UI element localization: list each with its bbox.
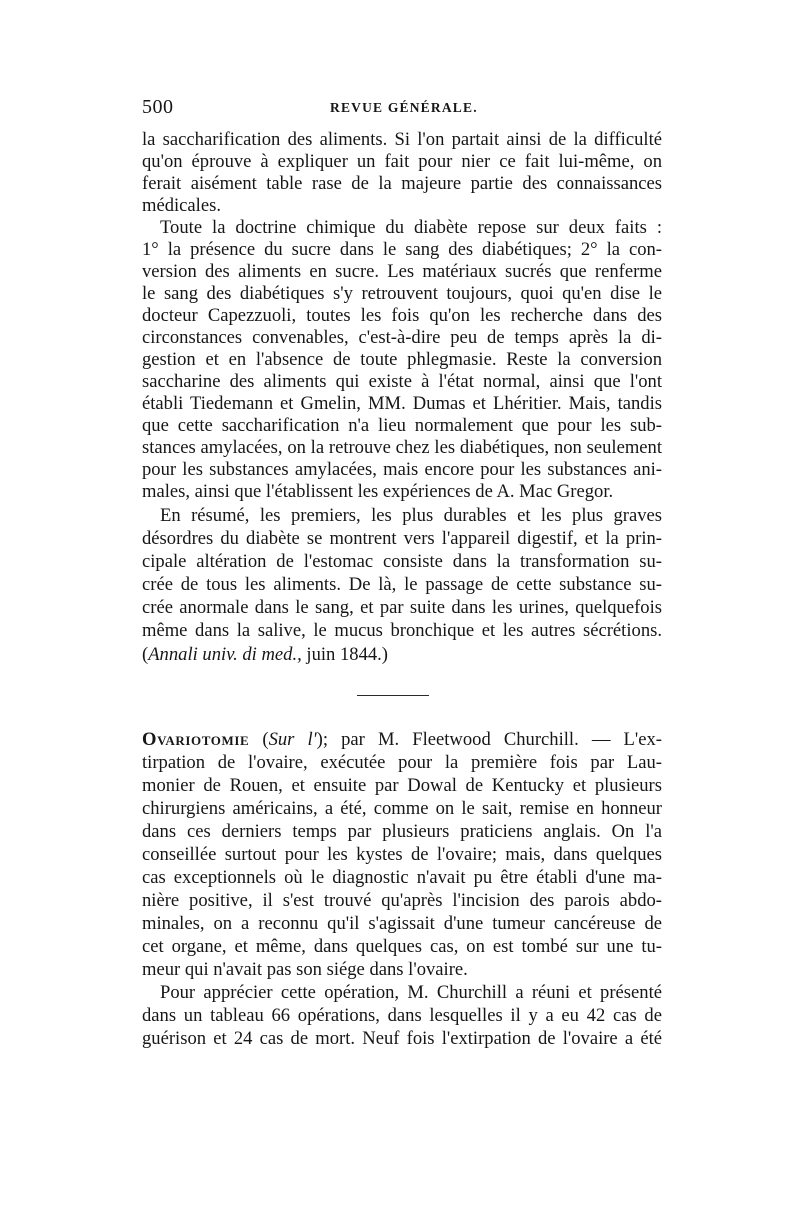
text-line: guérison et 24 cas de mort. Neuf fois l'extirpation de l'ovaire a été — [142, 1028, 662, 1049]
text-line: chirurgiens américains, a été, comme on le sait, remise en honneur — [142, 798, 662, 819]
text-line: Toute la doctrine chimique du diabète repose sur deux faits : — [160, 217, 662, 238]
heading-italic: Sur l' — [268, 729, 317, 750]
running-head — [142, 96, 662, 122]
text-line: En résumé, les premiers, les plus durables et les plus graves — [160, 505, 662, 526]
text-line: même dans la salive, le mucus bronchique et les autres sécrétions. — [142, 620, 662, 641]
text-line: désordres du diabète se montrent vers l'appareil digestif, et la prin- — [142, 528, 662, 549]
text-line: circonstances convenables, c'est-à-dire peu de temps après la di- — [142, 327, 662, 348]
citation-journal: Annali univ. di med., — [148, 644, 302, 665]
text-line: gestion et en l'absence de toute phlegmasie. Reste la conversion — [142, 349, 662, 370]
text-line: nière positive, il s'est trouvé qu'après l'incision des parois abdo- — [142, 890, 662, 911]
section-divider — [357, 695, 429, 696]
text-line: établi Tiedemann et Gmelin, MM. Dumas et Lhéritier. Mais, tandis — [142, 393, 662, 414]
text-line: Pour apprécier cette opération, M. Churchill a réuni et présenté — [160, 982, 662, 1003]
text-line: stances amylacées, on la retrouve chez les diabétiques, non seulement — [142, 437, 662, 458]
article-heading-line — [142, 729, 662, 751]
text-line: la saccharification des aliments. Si l'on partait ainsi de la difficulté — [142, 129, 662, 150]
text-line: saccharine des aliments qui existe à l'état normal, ainsi que l'ont — [142, 371, 662, 392]
text-line: que cette saccharification n'a lieu normalement que pour les sub- — [142, 415, 662, 436]
text-line: ferait aisément table rase de la majeure partie des connaissances — [142, 173, 662, 194]
text-line: cet organe, et même, dans quelques cas, on est tombé sur une tu- — [142, 936, 662, 957]
text-line: le sang des diabétiques s'y retrouvent toujours, quoi qu'en dise le — [142, 283, 662, 304]
article-heading: Ovariotomie — [142, 729, 250, 750]
text-line: males, ainsi que l'établissent les expériences de A. Mac Gregor. — [142, 481, 614, 502]
text-line: meur qui n'avait pas son siége dans l'ovaire. — [142, 959, 468, 980]
text-line: tirpation de l'ovaire, exécutée pour la première fois par Lau- — [142, 752, 662, 773]
citation-date: juin 1844.) — [301, 644, 389, 665]
heading-paren: ( — [249, 729, 269, 750]
heading-rest: ); par M. Fleetwood Churchill. — L'ex- — [316, 729, 662, 750]
page-number: 500 — [142, 96, 174, 118]
text-line: qu'on éprouve à expliquer un fait pour nier ce fait lui-même, on — [142, 151, 662, 172]
text-line: crée anormale dans le sang, et par suite dans les urines, quelquefois — [142, 597, 662, 618]
running-title: REVUE GÉNÉRALE. — [330, 100, 478, 115]
text-line: dans un tableau 66 opérations, dans lesquelles il y a eu 42 cas de — [142, 1005, 662, 1026]
text-line: docteur Capezzuoli, toutes les fois qu'on les recherche dans des — [142, 305, 662, 326]
text-line: dans ces derniers temps par plusieurs praticiens anglais. On l'a — [142, 821, 662, 842]
text-line: version des aliments en sucre. Les matériaux sucrés que renferme — [142, 261, 662, 282]
text-line: monier de Rouen, et ensuite par Dowal de Kentucky et plusieurs — [142, 775, 662, 796]
citation-line — [142, 644, 662, 666]
text-line: conseillée surtout pour les kystes de l'ovaire; mais, dans quelques — [142, 844, 662, 865]
text-line: médicales. — [142, 195, 221, 216]
text-line: cas exceptionnels où le diagnostic n'avait pu être établi d'une ma- — [142, 867, 662, 888]
text-line: crée de tous les aliments. De là, le passage de cette substance su- — [142, 574, 662, 595]
text-line: cipale altération de l'estomac consiste dans la transformation su- — [142, 551, 662, 572]
citation-open: ( — [142, 644, 149, 665]
text-line: 1° la présence du sucre dans le sang des diabétiques; 2° la con- — [142, 239, 662, 260]
text-line: pour les substances amylacées, mais encore pour les substances ani- — [142, 459, 662, 480]
text-line: minales, on a reconnu qu'il s'agissait d'une tumeur cancéreuse de — [142, 913, 662, 934]
